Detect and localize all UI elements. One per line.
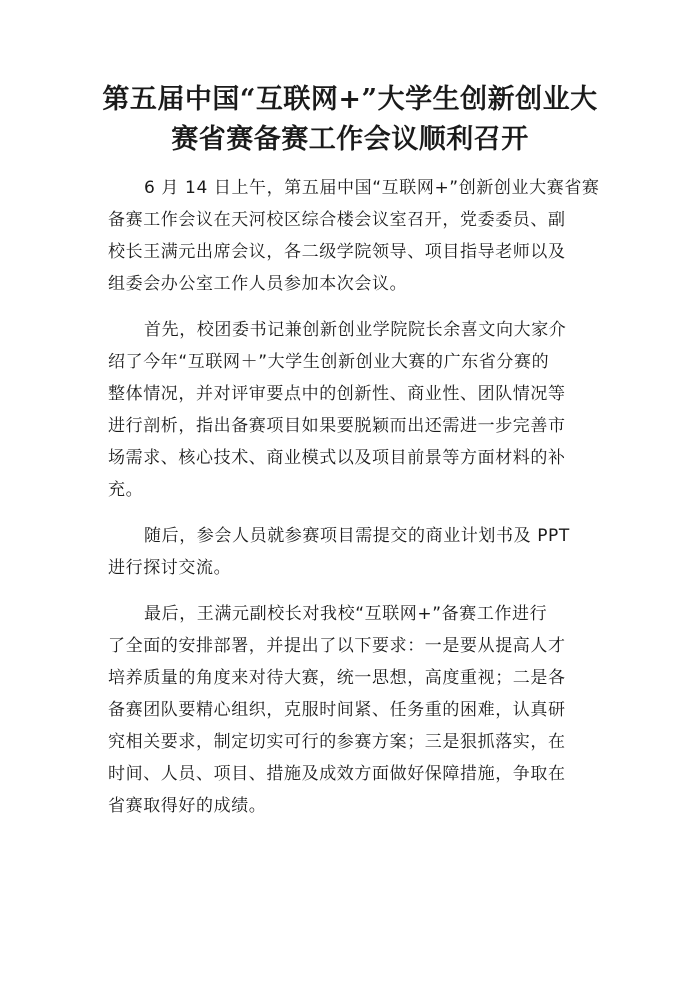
text-line: 组委会办公室工作人员参加本次会议。 [108,274,408,294]
text-line: 6 月 14 日上午，第五届中国“互联网+”创新创业大赛省赛 [144,178,600,198]
text-line: 最后，王满元副校长对我校“互联网+”备赛工作进行 [144,604,548,624]
text-line: 场需求、核心技术、商业模式以及项目前景等方面材料的补 [108,448,566,468]
page-title [60,80,640,160]
text-line: 进行剖析，指出备赛项目如果要脱颖而出还需进一步完善市 [108,416,566,436]
title-line: 第五届中国“互联网+”大学生创新创业大 [102,84,598,115]
paragraph-conclusion [108,598,596,822]
text-line: 备赛团队要精心组织，克服时间紧、任务重的困难，认真研 [108,700,566,720]
title-line: 赛省赛备赛工作会议顺利召开 [171,124,529,155]
paragraph-first-speech [108,314,596,506]
text-line: 备赛工作会议在天河校区综合楼会议室召开，党委委员、副 [108,210,566,230]
text-line: 了全面的安排部署，并提出了以下要求：一是要从提高人才 [108,636,566,656]
text-line: 培养质量的角度来对待大赛，统一思想，高度重视；二是各 [108,668,566,688]
text-line: 随后，参会人员就参赛项目需提交的商业计划书及 PPT [144,526,570,546]
text-line: 充。 [108,480,144,500]
text-line: 省赛取得好的成绩。 [108,796,267,816]
text-line: 首先，校团委书记兼创新创业学院院长余喜文向大家介 [144,320,567,340]
paragraph-meeting-intro [108,172,600,300]
text-line: 时间、人员、项目、措施及成效方面做好保障措施，争取在 [108,764,566,784]
paragraph-discussion [108,520,596,584]
text-line: 校长王满元出席会议，各二级学院领导、项目指导老师以及 [108,242,566,262]
article-body [108,172,600,836]
text-line: 进行探讨交流。 [108,558,232,578]
text-line: 整体情况，并对评审要点中的创新性、商业性、团队情况等 [108,384,566,404]
text-line: 究相关要求，制定切实可行的参赛方案；三是狠抓落实，在 [108,732,566,752]
text-line: 绍了今年“互联网＋”大学生创新创业大赛的广东省分赛的 [108,352,550,372]
